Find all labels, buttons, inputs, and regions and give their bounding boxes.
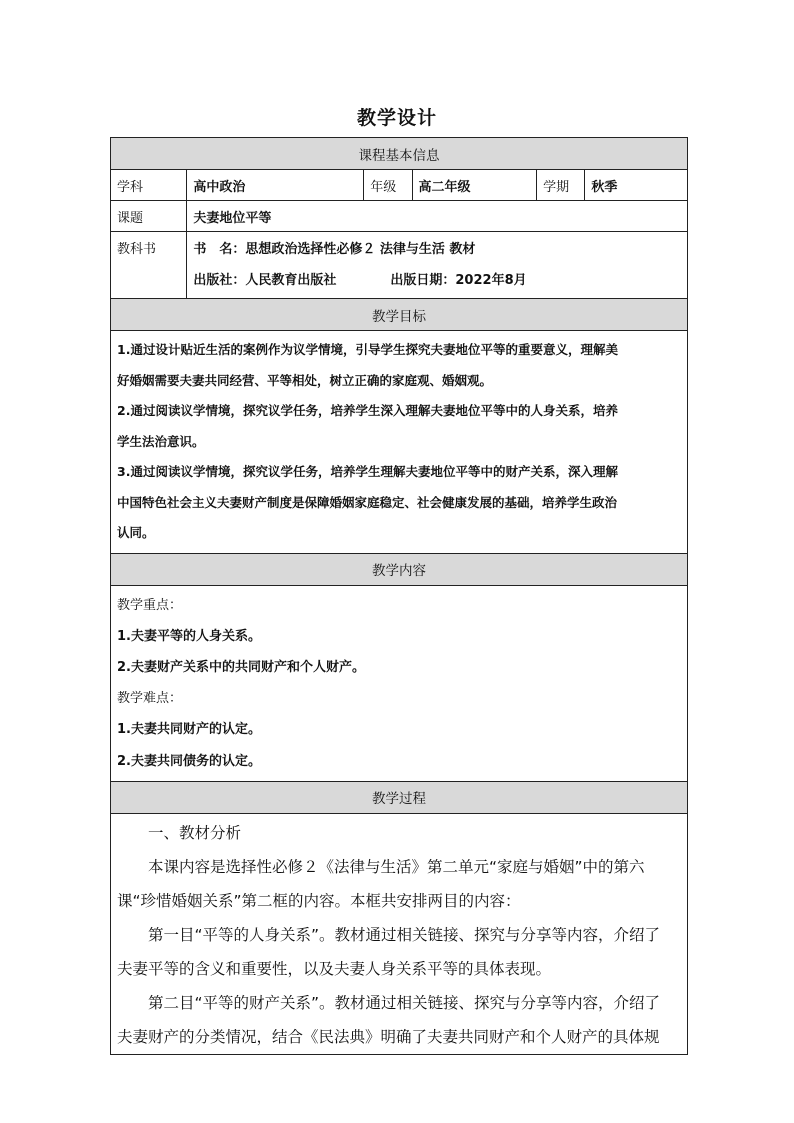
textbook-publisher-row — [193, 265, 681, 296]
term-label: 学期 — [537, 170, 585, 201]
textbook-pub-date: 出版日期：2022年8月 — [390, 273, 527, 288]
term-value: 秋季 — [585, 170, 688, 201]
section-header-basic-info: 课程基本信息 — [111, 138, 688, 170]
process-paragraph-line: 夫妻平等的含义和重要性，以及夫妻人身关系平等的具体表现。 — [117, 959, 552, 978]
content-cell — [111, 585, 688, 781]
goal-line: 1.通过设计贴近生活的案例作为议学情境，引导学生探究夫妻地位平等的重要意义，理解美 — [117, 342, 618, 357]
process-paragraph-line: 课“珍惜婚姻关系”第二框的内容。本框共安排两目的内容： — [117, 891, 521, 910]
difficult-point-item: 2.夫妻共同债务的认定。 — [117, 753, 261, 769]
key-point-item: 1.夫妻平等的人身关系。 — [117, 628, 261, 644]
section-header-process: 教学过程 — [111, 781, 688, 813]
topic-label: 课题 — [111, 201, 187, 232]
process-cell — [111, 813, 688, 1054]
key-points-label: 教学重点： — [117, 597, 183, 613]
goals-cell — [111, 331, 688, 554]
process-paragraph-line: 夫妻财产的分类情况，结合《民法典》明确了夫妻共同财产和个人财产的具体规 — [117, 1027, 660, 1046]
subject-value: 高中政治 — [187, 170, 364, 201]
subject-label: 学科 — [111, 170, 187, 201]
grade-value: 高二年级 — [412, 170, 537, 201]
textbook-info — [187, 232, 688, 299]
section-header-content: 教学内容 — [111, 553, 688, 585]
document-title: 教学设计 — [356, 107, 437, 129]
goal-line: 3.通过阅读议学情境，探究议学任务，培养学生理解夫妻地位平等中的财产关系，深入理解 — [117, 464, 618, 479]
goal-line: 学生法治意识。 — [117, 433, 205, 449]
textbook-publisher: 出版社：人民教育出版社 — [193, 273, 337, 288]
difficult-points-label: 教学难点： — [117, 691, 183, 707]
section-header-goals: 教学目标 — [111, 299, 688, 331]
goal-line: 认同。 — [117, 525, 155, 540]
lesson-plan-table — [110, 137, 688, 1055]
topic-value: 夫妻地位平等 — [187, 201, 688, 232]
textbook-label: 教科书 — [111, 232, 187, 299]
process-paragraph-line: 本课内容是选择性必修２《法律与生活》第二单元“家庭与婚姻”中的第六 — [148, 857, 645, 876]
grade-label: 年级 — [364, 170, 412, 201]
goal-line: 好婚姻需要夫妻共同经营、平等相处，树立正确的家庭观、婚姻观。 — [117, 372, 493, 388]
process-paragraph-line: 第二目“平等的财产关系”。教材通过相关链接、探究与分享等内容，介绍了 — [148, 993, 661, 1012]
textbook-name: 书 名：思想政治选择性必修２ 法律与生活 教材 — [193, 242, 476, 257]
goal-line: 2.通过阅读议学情境，探究议学任务，培养学生深入理解夫妻地位平等中的人身关系，培养 — [117, 403, 618, 418]
key-point-item: 2.夫妻财产关系中的共同财产和个人财产。 — [117, 659, 365, 675]
process-heading: 一、教材分析 — [148, 823, 242, 842]
goal-line: 中国特色社会主义夫妻财产制度是保障婚姻家庭稳定、社会健康发展的基础，培养学生政治 — [117, 494, 618, 510]
difficult-point-item: 1.夫妻共同财产的认定。 — [117, 722, 261, 738]
process-paragraph-line: 第一目“平等的人身关系”。教材通过相关链接、探究与分享等内容，介绍了 — [148, 925, 661, 944]
